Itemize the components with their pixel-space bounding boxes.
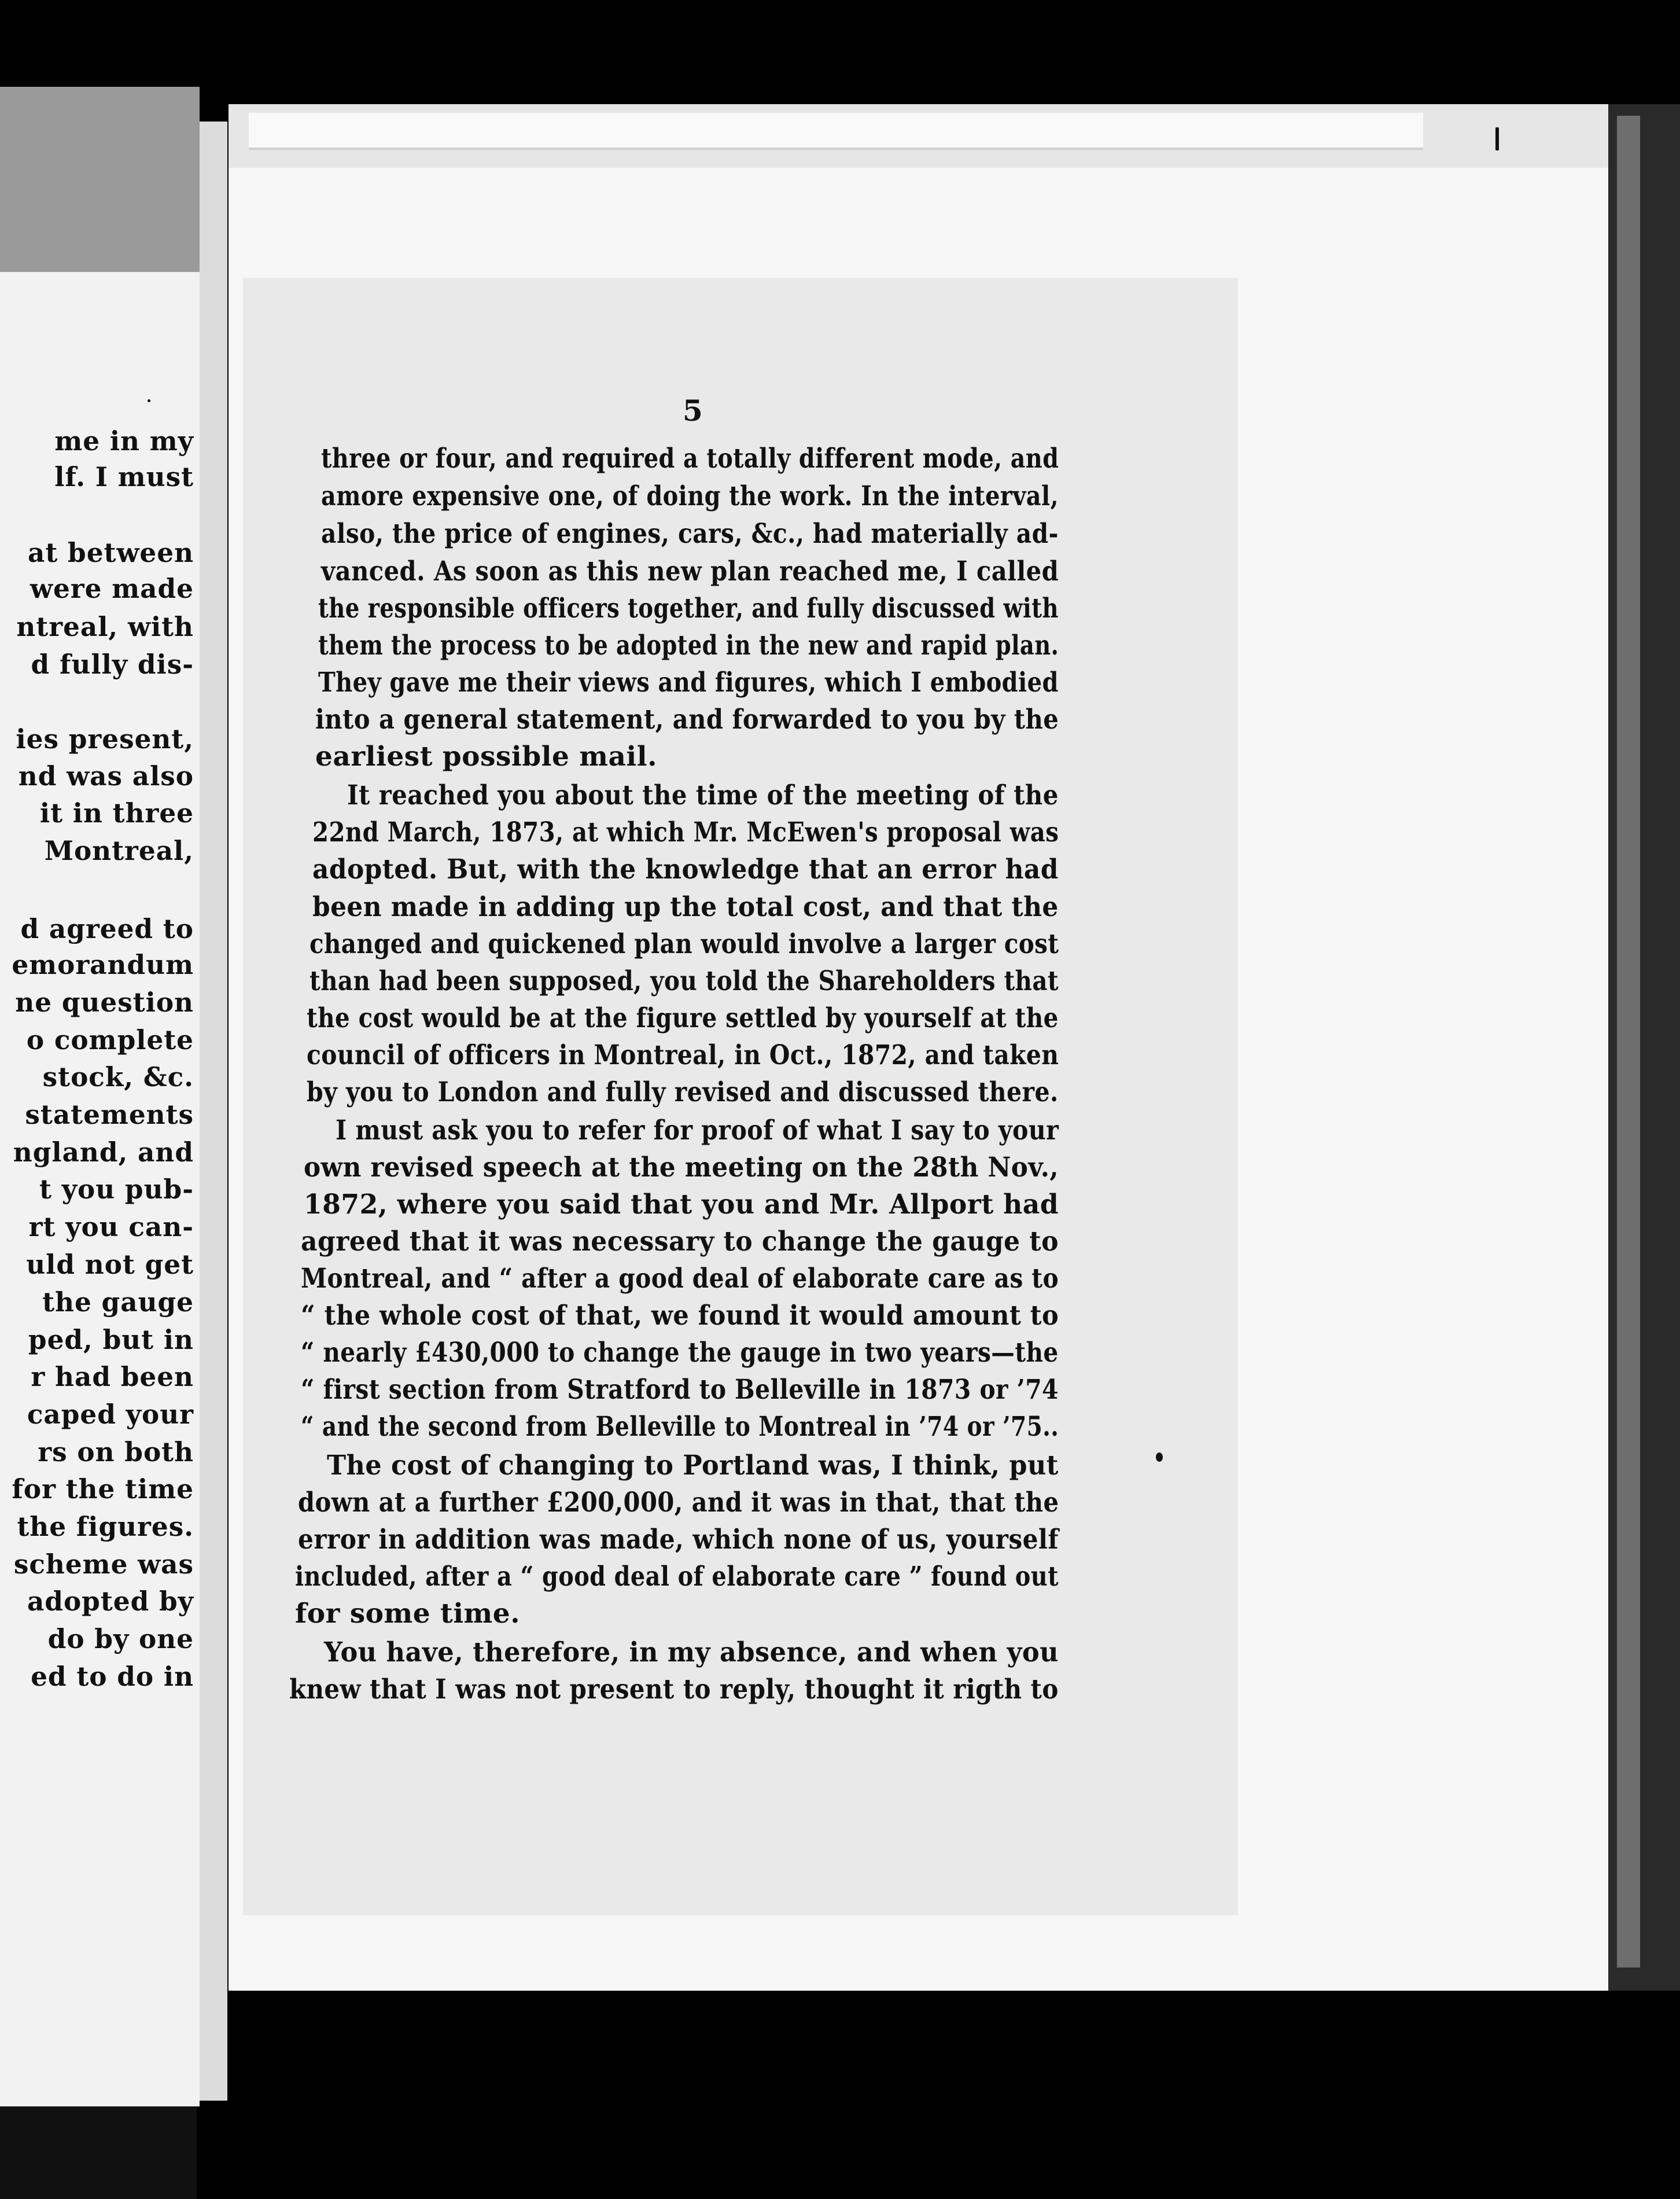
text-line: “ nearly £430,000 to change the gauge in two years—the (301, 1337, 1059, 1369)
text-line: agreed that it was necessary to change the gauge to (301, 1226, 1059, 1257)
text-line: The cost of changing to Portland was, I think, put (327, 1450, 1059, 1481)
text-line: own revised speech at the meeting on the 28th Nov., (304, 1152, 1059, 1183)
left-line: lf. I must (54, 461, 194, 492)
page-number: 5 (683, 394, 703, 428)
left-line: at between (28, 537, 194, 568)
left-line: r had been (31, 1361, 194, 1392)
text-line: been made in adding up the total cost, and that the (312, 891, 1059, 923)
text-line: changed and quickened plan would involve a larger cost (310, 928, 1059, 960)
text-line: amore expensive one, of doing the work. In the interval, (321, 480, 1059, 512)
left-line: the figures. (17, 1511, 194, 1542)
scan-speck (1156, 1452, 1163, 1462)
text-line: I must ask you to refer for proof of what I say to your (336, 1115, 1059, 1146)
left-line: adopted by (27, 1586, 194, 1617)
text-line: adopted. But, with the knowledge that an error had (312, 854, 1059, 885)
left-line: scheme was (13, 1549, 194, 1580)
left-page-shadow (0, 87, 200, 272)
text-line: knew that I was not present to reply, thought it rigth to (289, 1674, 1059, 1705)
text-line: the responsible officers together, and fully discussed with (318, 593, 1059, 624)
text-line: down at a further £200,000, and it was in that, that the (298, 1487, 1059, 1518)
text-line: “ the whole cost of that, we found it would amount to (301, 1300, 1059, 1332)
left-page-bottom-shadow (0, 2106, 197, 2199)
left-line: t you pub- (39, 1174, 194, 1205)
text-line: Montreal, and “ after a good deal of elaborate care as to (301, 1263, 1059, 1295)
left-line: nd was also (18, 760, 194, 792)
board-top-sheet (249, 113, 1423, 150)
scan-speck (1495, 127, 1499, 150)
left-line: emorandum (12, 949, 194, 980)
text-line: also, the price of engines, cars, &c., had materially ad- (321, 518, 1059, 550)
left-line: ped, but in (28, 1324, 194, 1355)
left-line: ngland, and (13, 1137, 194, 1168)
left-line: d fully dis- (31, 649, 194, 680)
text-line: It reached you about the time of the meeting of the (347, 779, 1059, 811)
left-line: o complete (26, 1024, 194, 1056)
book-gutter (200, 122, 227, 2101)
text-line: by you to London and fully revised and discussed there. (307, 1076, 1059, 1108)
left-line: ntreal, with (16, 611, 194, 642)
left-line: statements (25, 1099, 194, 1130)
left-line: the gauge (42, 1286, 194, 1318)
left-line: uld not get (26, 1249, 194, 1280)
text-line: them the process to be adopted in the new and rapid plan. (318, 630, 1059, 661)
left-line: stock, &c. (42, 1061, 194, 1093)
text-line: into a general statement, and forwarded to you by the (315, 704, 1059, 736)
text-line: the cost would be at the figure settled by yourself at the (307, 1002, 1059, 1034)
left-line: for the time (12, 1473, 194, 1505)
text-line: 1872, where you said that you and Mr. Allport had (304, 1189, 1059, 1220)
left-line: ed to do in (31, 1661, 194, 1692)
text-line: error in addition was made, which none of us, yourself (298, 1524, 1059, 1556)
left-line: were made (30, 573, 194, 604)
left-line: rs on both (38, 1436, 194, 1468)
left-page-fragment (0, 87, 200, 2106)
left-line: Montreal, (44, 835, 194, 866)
left-line: do by one (47, 1623, 194, 1654)
text-line: vanced. As soon as this new plan reached me, I called (321, 556, 1059, 587)
scan-speck (148, 399, 150, 402)
text-line: They gave me their views and figures, which I embodied (318, 667, 1059, 698)
text-line: included, after a “ good deal of elaborate care ” found out (295, 1561, 1059, 1593)
text-line: council of officers in Montreal, in Oct., 1872, and taken (307, 1039, 1059, 1071)
left-line: me in my (54, 425, 194, 457)
text-line: for some time. (295, 1598, 521, 1630)
left-line: ne question (15, 987, 194, 1018)
text-line: three or four, and required a totally different mode, and (321, 443, 1059, 475)
text-line: than had been supposed, you told the Shareholders that (310, 965, 1059, 997)
text-line: You have, therefore, in my absence, and when you (324, 1637, 1059, 1668)
left-line: ies present, (16, 723, 194, 755)
left-line: rt you can- (28, 1211, 194, 1242)
text-line: “ and the second from Belleville to Montreal in ’74 or ’75.. (301, 1411, 1059, 1443)
left-line: it in three (39, 797, 194, 829)
text-line: “ first section from Stratford to Belleville in 1873 or ’74 (301, 1374, 1059, 1406)
book-spine-inner (1617, 116, 1640, 1968)
left-line: d agreed to (20, 913, 194, 944)
text-line: 22nd March, 1873, at which Mr. McEwen's proposal was (312, 817, 1059, 848)
left-line: caped your (27, 1399, 194, 1430)
text-line: earliest possible mail. (315, 741, 657, 773)
